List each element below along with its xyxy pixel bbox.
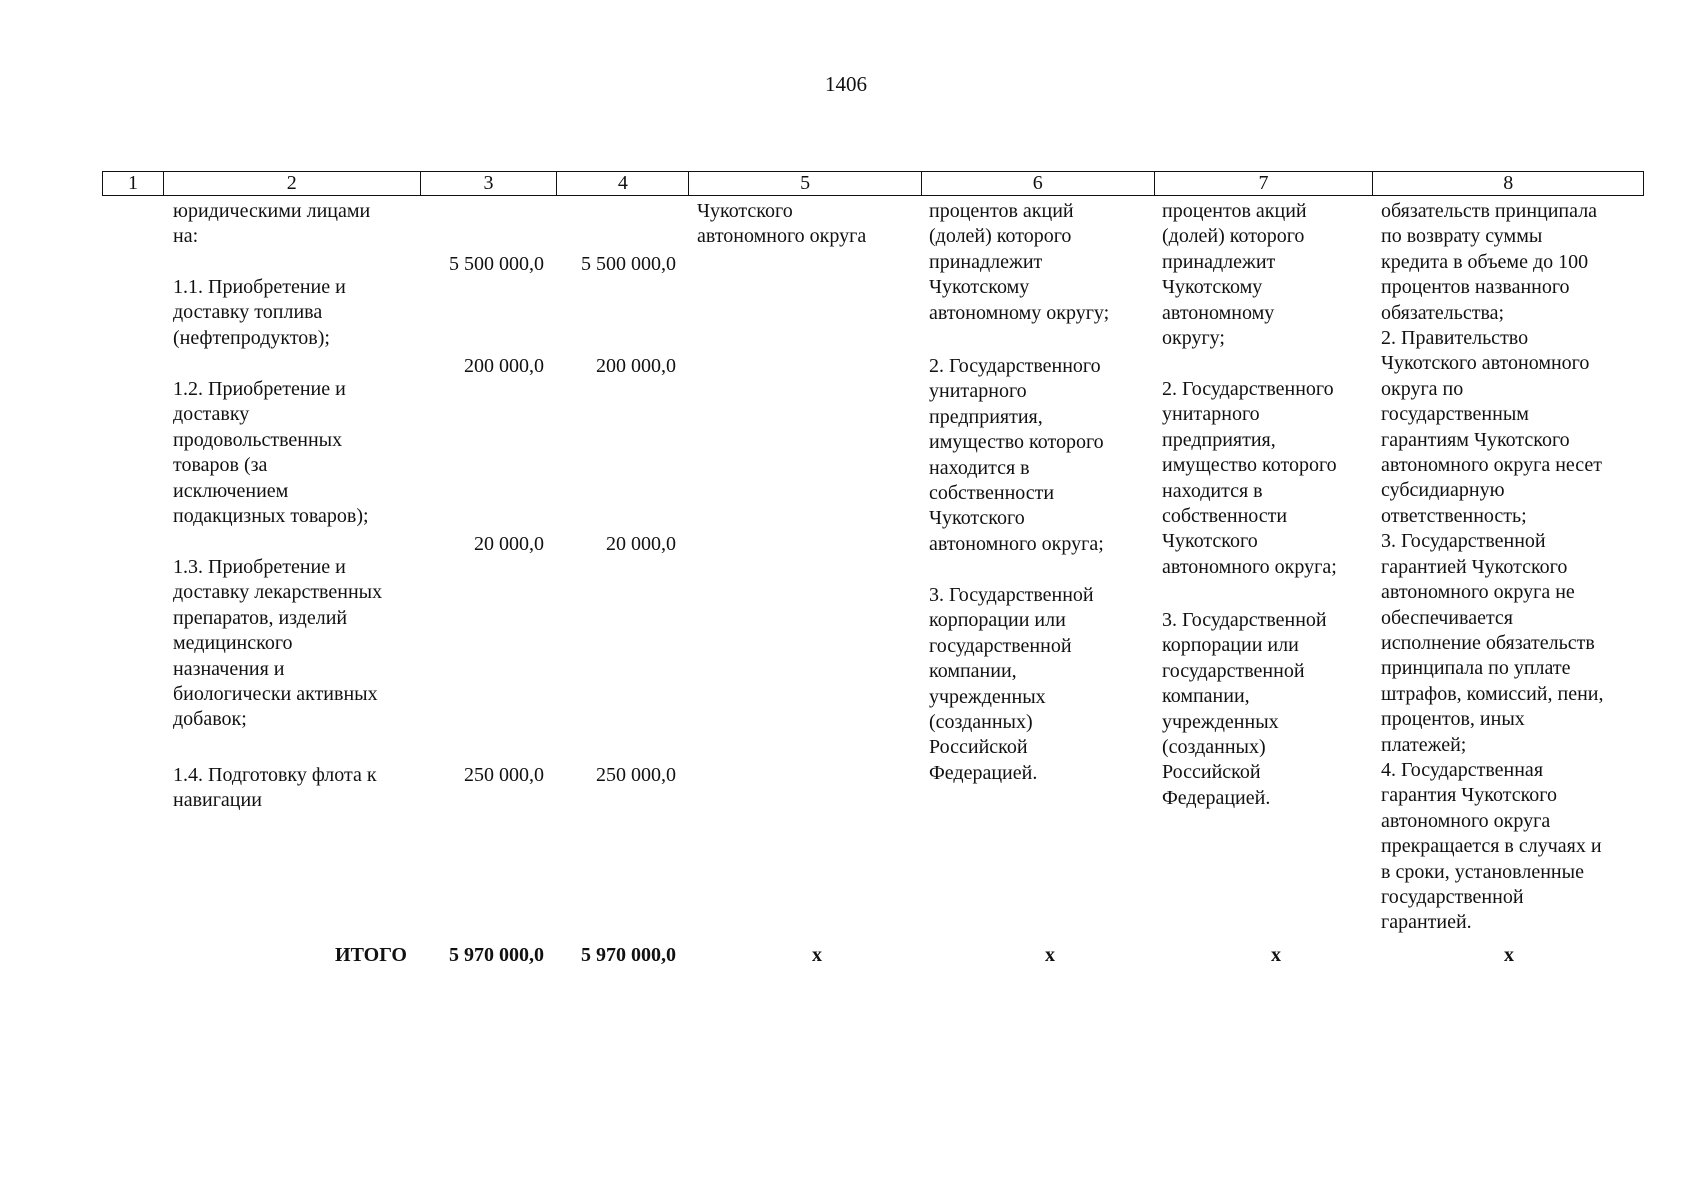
col3-amount-2: 200 000,0: [464, 355, 544, 377]
header-col-5: 5: [688, 172, 921, 195]
header-col-1: 1: [127, 172, 138, 194]
page-number: 1406: [825, 72, 867, 96]
col2-intro: юридическими лицами на:: [173, 200, 371, 248]
col5-text: Чукотского автономного округа: [697, 200, 867, 248]
col3-amount-4: 250 000,0: [464, 764, 544, 786]
header-col-3: 3: [420, 172, 557, 195]
total-label: ИТОГО: [335, 944, 407, 966]
col4-amount-1: 5 500 000,0: [581, 253, 676, 275]
col7-paragraph-1: процентов акций (долей) которого принадлежит Чукотскому автономному округу;: [1162, 200, 1307, 350]
col6-paragraph-3: 3. Государственной корпорации или государственной компании, учрежденных (созданных) Российской Федерацией.: [929, 584, 1094, 784]
col7-paragraph-3: 3. Государственной корпорации или государственной компании, учрежденных (созданных) Российской Федерацией.: [1162, 609, 1327, 809]
total-col6: х: [1045, 944, 1055, 966]
col4-amount-4: 250 000,0: [596, 764, 676, 786]
header-col-6: 6: [921, 172, 1154, 195]
total-col7: х: [1271, 944, 1281, 966]
col6-paragraph-1: процентов акций (долей) которого принадлежит Чукотскому автономному округу;: [929, 200, 1110, 324]
col7-paragraph-2: 2. Государственного унитарного предприятия, имущество которого находится в собственности Чукотского автономного округа;: [1162, 378, 1337, 578]
header-col-4: 4: [556, 172, 688, 195]
col8-text: обязательств принципала по возврату суммы кредита в объеме до 100 процентов названного обязательства; 2. Правительство Чукотского автономного округа по государственным гарантиям Чукотского автономного округа несет субсидиарную ответственность; 3. Государственной гарантией Чукотского автономного округа не обеспечивается исполнение обязательств принципала по уплате штрафов, комиссий, пени, процентов, иных платежей; 4. Государственная гарантия Чукотского автономного округа прекращается в случаях и в сроки, установленные государственной гарантией.: [1381, 200, 1604, 934]
header-col-8: 8: [1372, 172, 1643, 195]
total-col3: 5 970 000,0: [449, 944, 544, 966]
col3-amount-3: 20 000,0: [474, 533, 544, 555]
col2-item-1-2: 1.2. Приобретение и доставку продовольственных товаров (за исключением подакцизных товаров);: [173, 378, 369, 528]
total-col4: 5 970 000,0: [581, 944, 676, 966]
header-col-2: 2: [163, 172, 420, 195]
col2-item-1-3: 1.3. Приобретение и доставку лекарственных препаратов, изделий медицинского назначения и биологически активных добавок;: [173, 556, 383, 731]
col3-amount-1: 5 500 000,0: [449, 253, 544, 275]
total-col5: х: [812, 944, 822, 966]
col4-amount-2: 200 000,0: [596, 355, 676, 377]
table-header-row: [102, 171, 1644, 196]
total-col8: х: [1504, 944, 1514, 966]
col2-item-1-1: 1.1. Приобретение и доставку топлива (нефтепродуктов);: [173, 276, 346, 349]
header-col-7: 7: [1154, 172, 1373, 195]
col4-amount-3: 20 000,0: [606, 533, 676, 555]
col2-item-1-4: 1.4. Подготовку флота к навигации: [173, 764, 377, 812]
col6-paragraph-2: 2. Государственного унитарного предприятия, имущество которого находится в собственности Чукотского автономного округа;: [929, 355, 1104, 555]
